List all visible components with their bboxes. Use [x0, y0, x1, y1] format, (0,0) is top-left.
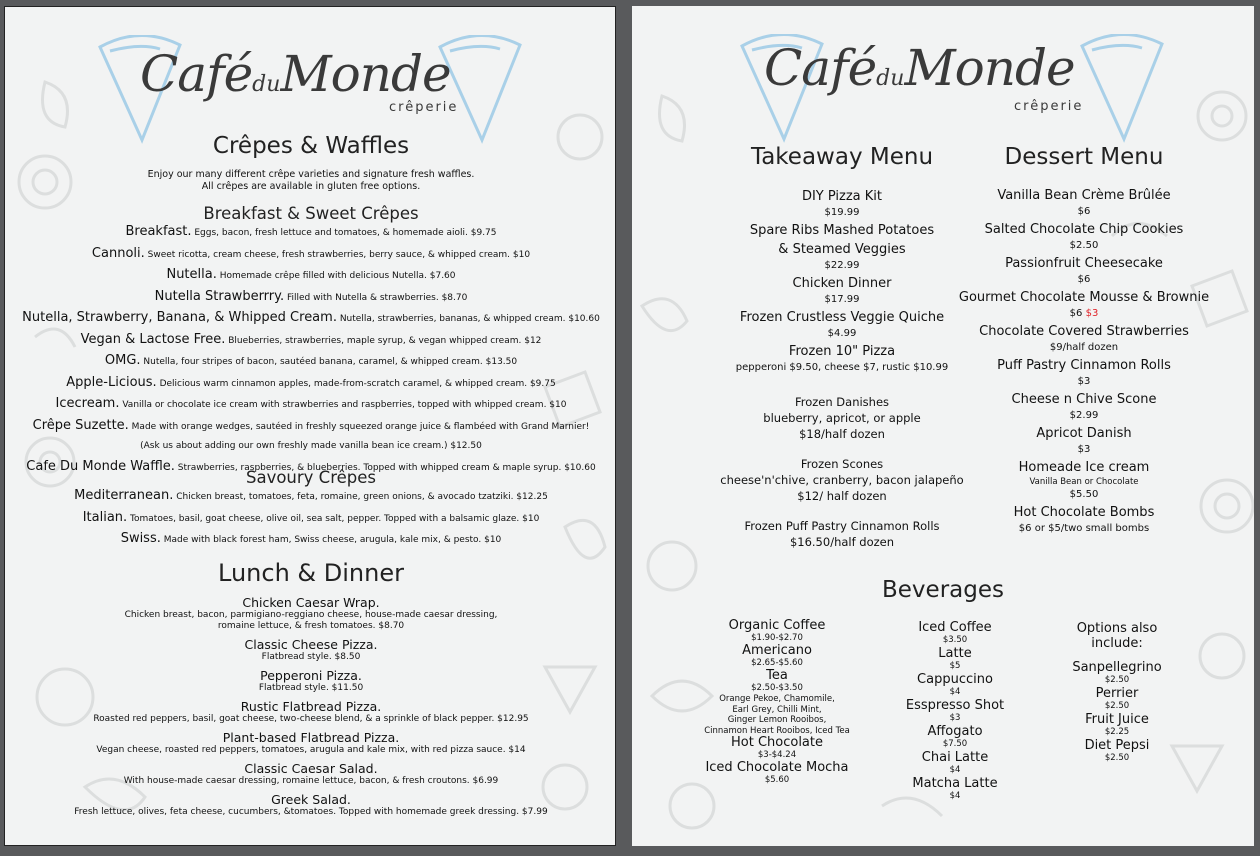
takeaway-item-price: $4.99 — [827, 328, 857, 339]
lunch-item-desc: Flatbread style. $8.50 — [261, 652, 361, 662]
beverage-item — [697, 761, 857, 786]
dessert-item-price: $9/half dozen — [1049, 342, 1119, 353]
beverage-price: $3 — [949, 713, 961, 723]
menu-item-name: Nutella Strawberrry. — [154, 288, 285, 304]
beverage-name: Affogato — [927, 724, 983, 739]
beverage-note: Orange Pekoe, Chamomile, — [719, 694, 835, 704]
dessert-item-price: $2.99 — [1069, 410, 1099, 421]
lunch-item-desc: Fresh lettuce, olives, feta cheese, cucumbers, &tomatoes. Topped with homemade greek dressing. $7.99 — [74, 807, 548, 817]
menu-item-desc: Filled with Nutella & strawberries. $8.70 — [287, 292, 468, 303]
beverage-item — [890, 673, 1020, 698]
menu-item-desc: (Ask us about adding our own freshly made vanilla bean ice cream.) $12.50 — [140, 441, 482, 451]
dessert-item — [934, 187, 1234, 219]
beverage-name: Sanpellegrino — [1072, 660, 1162, 675]
beverage-note: Cinnamon Heart Rooibos, Iced Tea — [704, 725, 850, 736]
dessert-item-price: $3 — [1077, 444, 1091, 455]
beverages-column-2 — [890, 621, 1020, 803]
dessert-item-price-row — [934, 488, 1234, 502]
menu-item-desc: Eggs, bacon, fresh lettuce and tomatoes, & homemade aioli. $9.75 — [194, 228, 497, 238]
menu-item — [5, 394, 616, 416]
lunch-item-name: Rustic Flatbread Pizza. — [240, 699, 382, 714]
beverage-name: Americano — [742, 643, 812, 658]
beverage-name: Iced Chocolate Mocha — [705, 760, 849, 775]
dessert-item-price-row — [934, 239, 1234, 253]
dessert-item-price: $6 — [1077, 206, 1091, 217]
lunch-item-desc: Roasted red peppers, basil, goat cheese, two-cheese blend, & a sprinkle of black pepper. $12.95 — [93, 714, 529, 724]
menu-item-name: Cannoli. — [91, 245, 145, 261]
takeaway-item-price: $22.99 — [824, 260, 860, 271]
beverage-name: Organic Coffee — [728, 618, 826, 633]
beverage-name: Fruit Juice — [1085, 712, 1149, 727]
takeaway-item-price: $12/ half dozen — [797, 489, 887, 503]
beverage-price: $3-$4.24 — [757, 750, 797, 760]
takeaway-heading: Takeaway Menu — [750, 144, 934, 170]
brand-name-du: du — [876, 66, 905, 91]
lunch-item-name: Greek Salad. — [271, 792, 351, 807]
menu-item-name: Crêpe Suzette. — [32, 417, 129, 433]
takeaway-item-price: pepperoni $9.50, cheese $7, rustic $10.99 — [735, 362, 949, 373]
menu-item-desc: Delicious warm cinnamon apples, made-from-scratch caramel, & whipped cream. $9.75 — [159, 378, 556, 389]
crepes-waffles-title: Crêpes & Waffles — [212, 133, 410, 159]
beverage-name: Esspresso Shot — [905, 698, 1005, 713]
dessert-item-price-row — [934, 205, 1234, 219]
takeaway-item-name: Frozen Scones — [800, 457, 884, 471]
dessert-item-price: $6 or $5/two small bombs — [1018, 523, 1150, 534]
options-list — [1037, 661, 1197, 764]
takeaway-item-name: Frozen Crustless Veggie Quiche — [739, 310, 945, 325]
takeaway-item-name: & Steamed Veggies — [778, 242, 906, 257]
beverage-note: Ginger Lemon Rooibos, — [727, 715, 827, 725]
beverage-name: Diet Pepsi — [1084, 738, 1150, 753]
savoury-list — [5, 486, 616, 551]
dessert-item-price-row — [934, 341, 1234, 355]
dessert-item-price: $6 — [1077, 274, 1091, 285]
beverage-price: $2.50 — [1104, 753, 1130, 763]
dessert-item-price: $5.50 — [1069, 489, 1099, 500]
brand-subtitle: crêperie — [389, 100, 459, 115]
options-heading-line: include: — [1091, 636, 1143, 651]
menu-item — [5, 222, 616, 244]
menu-page-right — [632, 6, 1254, 846]
beverage-name: Cappuccino — [917, 672, 993, 687]
beverage-price: $2.25 — [1104, 727, 1130, 737]
menu-item-name: Breakfast. — [125, 224, 192, 239]
beverage-item — [890, 699, 1020, 724]
lunch-item-desc: With house-made caesar dressing, romaine lettuce, bacon, & fresh croutons. $6.99 — [123, 776, 499, 786]
menu-item-desc: Tomatoes, basil, goat cheese, olive oil, sea salt, pepper. Topped with a balsamic glaze. $10 — [130, 513, 540, 524]
lunch-item — [5, 762, 616, 787]
beverage-item — [1037, 687, 1197, 712]
lunch-item-desc: Flatbread style. $11.50 — [258, 683, 364, 693]
dessert-item-note: Vanilla Bean or Chocolate — [1029, 477, 1139, 487]
menu-item-desc: Chicken breast, tomatoes, feta, romaine, green onions, & avocado tzatziki. $12.25 — [176, 492, 548, 502]
lunch-item-name: Classic Cheese Pizza. — [244, 637, 378, 652]
beverage-price: $2.65-$5.60 — [751, 658, 803, 668]
beverage-item — [697, 644, 857, 669]
brand-name-part1: Café — [764, 39, 877, 97]
menu-item-name: Italian. — [82, 509, 128, 525]
brand-logo — [5, 7, 616, 137]
dessert-item-name: Puff Pastry Cinnamon Rolls — [997, 358, 1171, 373]
options-heading-line: Options also — [1076, 621, 1158, 636]
menu-item-desc: Made with orange wedges, sautéed in freshly squeezed orange juice & flambéed with Grand Marnier! — [131, 421, 590, 432]
menu-item-desc: Strawberries, raspberries, & blueberries. Topped with whipped cream & maple syrup. $10.60 — [177, 462, 596, 473]
takeaway-item-price: $16.50/half dozen — [789, 535, 895, 549]
intro-line: All crêpes are available in gluten free options. — [201, 180, 421, 192]
menu-item-name: Nutella. — [166, 267, 217, 282]
menu-item-desc: Vanilla or chocolate ice cream with strawberries and raspberries, topped with whipped cream. $10 — [122, 400, 567, 410]
dessert-item-price: $6 — [1069, 308, 1083, 319]
beverage-name: Matcha Latte — [912, 776, 998, 791]
intro-line: Enjoy our many different crêpe varieties and signature fresh waffles. — [147, 169, 475, 180]
dessert-item — [934, 357, 1234, 389]
dessert-item-name: Chocolate Covered Strawberries — [979, 324, 1189, 339]
menu-page-left — [4, 6, 616, 846]
menu-item — [5, 287, 616, 309]
beverage-price: $5 — [949, 661, 961, 671]
intro-text — [5, 169, 616, 192]
menu-item-name: Icecream. — [55, 396, 120, 411]
dessert-item-price: $3 — [1077, 376, 1091, 387]
dessert-item-name: Vanilla Bean Crème Brûlée — [997, 188, 1171, 203]
menu-item-name: Cafe Du Monde Waffle. — [26, 458, 175, 474]
dessert-item-name: Salted Chocolate Chip Cookies — [984, 222, 1184, 237]
lunch-heading: Lunch & Dinner — [218, 559, 404, 587]
beverage-price: $2.50-$3.50 — [751, 683, 803, 693]
beverage-price: $1.90-$2.70 — [751, 633, 803, 643]
takeaway-item-options: cheese'n'chive, cranberry, bacon jalapeño — [720, 473, 964, 487]
beverage-name: Perrier — [1095, 686, 1139, 701]
lunch-list — [5, 596, 616, 824]
lunch-item — [5, 731, 616, 756]
menu-item — [5, 508, 616, 530]
beverage-item — [890, 621, 1020, 646]
brand-name-part1: Café — [140, 45, 253, 103]
lunch-item — [5, 669, 616, 694]
beverage-price: $4 — [949, 687, 961, 697]
brand-name-du: du — [252, 72, 281, 97]
beverage-item — [890, 725, 1020, 750]
menu-item-desc: Blueberries, strawberries, maple syrup, & vegan whipped cream. $12 — [228, 335, 542, 346]
beverage-name: Hot Chocolate — [730, 735, 823, 750]
dessert-item-price-row — [934, 273, 1234, 287]
lunch-item-desc: Chicken breast, bacon, parmigiano-reggiano cheese, house-made caesar dressing, — [124, 610, 498, 620]
beverage-item — [890, 777, 1020, 802]
dessert-item-name: Gourmet Chocolate Mousse & Brownie — [958, 290, 1210, 305]
dessert-item-price-row — [934, 522, 1234, 536]
dessert-item — [934, 391, 1234, 423]
breakfast-heading: Breakfast & Sweet Crêpes — [203, 204, 419, 223]
menu-item — [5, 437, 616, 457]
beverage-item — [1037, 713, 1197, 738]
dessert-item — [934, 459, 1234, 502]
dessert-item-name: Passionfruit Cheesecake — [1005, 256, 1163, 271]
beverage-item — [697, 619, 857, 644]
beverage-item — [697, 736, 857, 761]
dessert-item-price-row — [934, 375, 1234, 389]
lunch-item-name: Plant-based Flatbread Pizza. — [222, 730, 400, 745]
lunch-item-name: Pepperoni Pizza. — [260, 668, 362, 683]
dessert-item — [934, 255, 1234, 287]
takeaway-item-name: Chicken Dinner — [792, 276, 892, 291]
takeaway-item-name: DIY Pizza Kit — [801, 189, 883, 204]
beverage-name: Iced Coffee — [918, 620, 992, 635]
takeaway-item-name: Frozen Danishes — [794, 395, 890, 409]
menu-item-name: Mediterranean. — [74, 488, 174, 503]
menu-item-name: Swiss. — [120, 531, 161, 546]
brand-logo — [632, 6, 1254, 136]
lunch-item — [5, 596, 616, 632]
menu-item — [5, 308, 616, 330]
menu-item — [5, 351, 616, 373]
menu-item — [5, 529, 616, 551]
dessert-item-name: Apricot Danish — [1036, 426, 1132, 441]
lunch-item — [5, 638, 616, 663]
beverage-note: Earl Grey, Chilli Mint, — [732, 704, 822, 715]
lunch-item-desc: romaine lettuce, & fresh tomatoes. $8.70 — [217, 621, 405, 631]
beverages-column-1 — [697, 619, 857, 786]
takeaway-item-price: $19.99 — [824, 207, 860, 218]
beverage-price: $7.50 — [942, 739, 968, 749]
menu-item — [5, 330, 616, 352]
takeaway-item-name: Spare Ribs Mashed Potatoes — [749, 223, 935, 238]
dessert-item-name: Cheese n Chive Scone — [1011, 392, 1157, 407]
menu-item — [5, 373, 616, 395]
dessert-list — [934, 187, 1234, 538]
beverage-item — [1037, 739, 1197, 764]
dessert-item-sale-price: $3 — [1085, 308, 1099, 319]
lunch-item — [5, 793, 616, 818]
beverage-item — [1037, 661, 1197, 686]
beverage-price: $2.50 — [1104, 675, 1130, 685]
dessert-heading: Dessert Menu — [1004, 144, 1164, 170]
beverages-heading: Beverages — [882, 577, 1004, 603]
lunch-item-name: Classic Caesar Salad. — [244, 761, 378, 776]
menu-item-desc: Nutella, strawberries, bananas, & whipped cream. $10.60 — [339, 314, 600, 324]
dessert-item — [934, 425, 1234, 457]
brand-name-part2: Monde — [280, 45, 451, 103]
beverage-item — [697, 669, 857, 736]
menu-item-name: Vegan & Lactose Free. — [80, 331, 226, 347]
menu-item-desc: Homemade crêpe filled with delicious Nutella. $7.60 — [219, 271, 456, 281]
takeaway-item-price: $18/half dozen — [799, 427, 885, 441]
menu-item-desc: Sweet ricotta, cream cheese, fresh strawberries, berry sauce, & whipped cream. $10 — [147, 249, 531, 260]
menu-item — [5, 265, 616, 287]
beverage-item — [890, 647, 1020, 672]
beverage-name: Chai Latte — [921, 750, 989, 765]
menu-item — [5, 416, 616, 438]
takeaway-item-name: Frozen Puff Pastry Cinnamon Rolls — [744, 519, 940, 533]
dessert-item — [934, 323, 1234, 355]
dessert-item-price-row — [934, 307, 1234, 321]
brand-subtitle: crêperie — [1014, 99, 1084, 114]
beverage-price: $3.50 — [942, 635, 968, 645]
beverage-item — [890, 751, 1020, 776]
lunch-item-name: Chicken Caesar Wrap. — [242, 595, 380, 610]
dessert-item-name: Hot Chocolate Bombs — [1013, 505, 1155, 520]
dessert-item-price: $2.50 — [1069, 240, 1099, 251]
menu-item — [5, 244, 616, 266]
dessert-item-name: Homeade Ice cream — [1018, 460, 1150, 475]
beverages-column-3 — [1037, 621, 1197, 765]
takeaway-item-options: blueberry, apricot, or apple — [763, 411, 921, 425]
beverage-price: $5.60 — [764, 775, 790, 785]
menu-item-desc: Made with black forest ham, Swiss cheese, arugula, kale mix, & pesto. $10 — [163, 535, 502, 545]
beverage-price: $4 — [949, 791, 961, 801]
menu-item-desc: Nutella, four stripes of bacon, sautéed banana, caramel, & whipped cream. $13.50 — [143, 357, 518, 367]
menu-item-name: OMG. — [104, 353, 141, 368]
beverage-name: Tea — [766, 668, 788, 683]
beverage-name: Latte — [938, 646, 972, 661]
dessert-item-price-row — [934, 443, 1234, 457]
takeaway-item-name: Frozen 10" Pizza — [788, 344, 896, 359]
savoury-heading: Savoury Crêpes — [245, 468, 376, 487]
takeaway-item-price: $17.99 — [824, 294, 860, 305]
brand-name-part2: Monde — [904, 39, 1075, 97]
dessert-item — [934, 289, 1234, 321]
lunch-item — [5, 700, 616, 725]
dessert-item-price-row — [934, 409, 1234, 423]
dessert-item — [934, 221, 1234, 253]
beverage-price: $4 — [949, 765, 961, 775]
breakfast-list — [5, 222, 616, 478]
beverage-price: $2.50 — [1104, 701, 1130, 711]
menu-item-name: Nutella, Strawberry, Banana, & Whipped Cream. — [22, 310, 337, 325]
dessert-item — [934, 504, 1234, 536]
lunch-item-desc: Vegan cheese, roasted red peppers, tomatoes, arugula and kale mix, with red pizza sauce. $14 — [96, 745, 526, 755]
menu-item-name: Apple-Licious. — [66, 374, 157, 390]
menu-item — [5, 486, 616, 508]
